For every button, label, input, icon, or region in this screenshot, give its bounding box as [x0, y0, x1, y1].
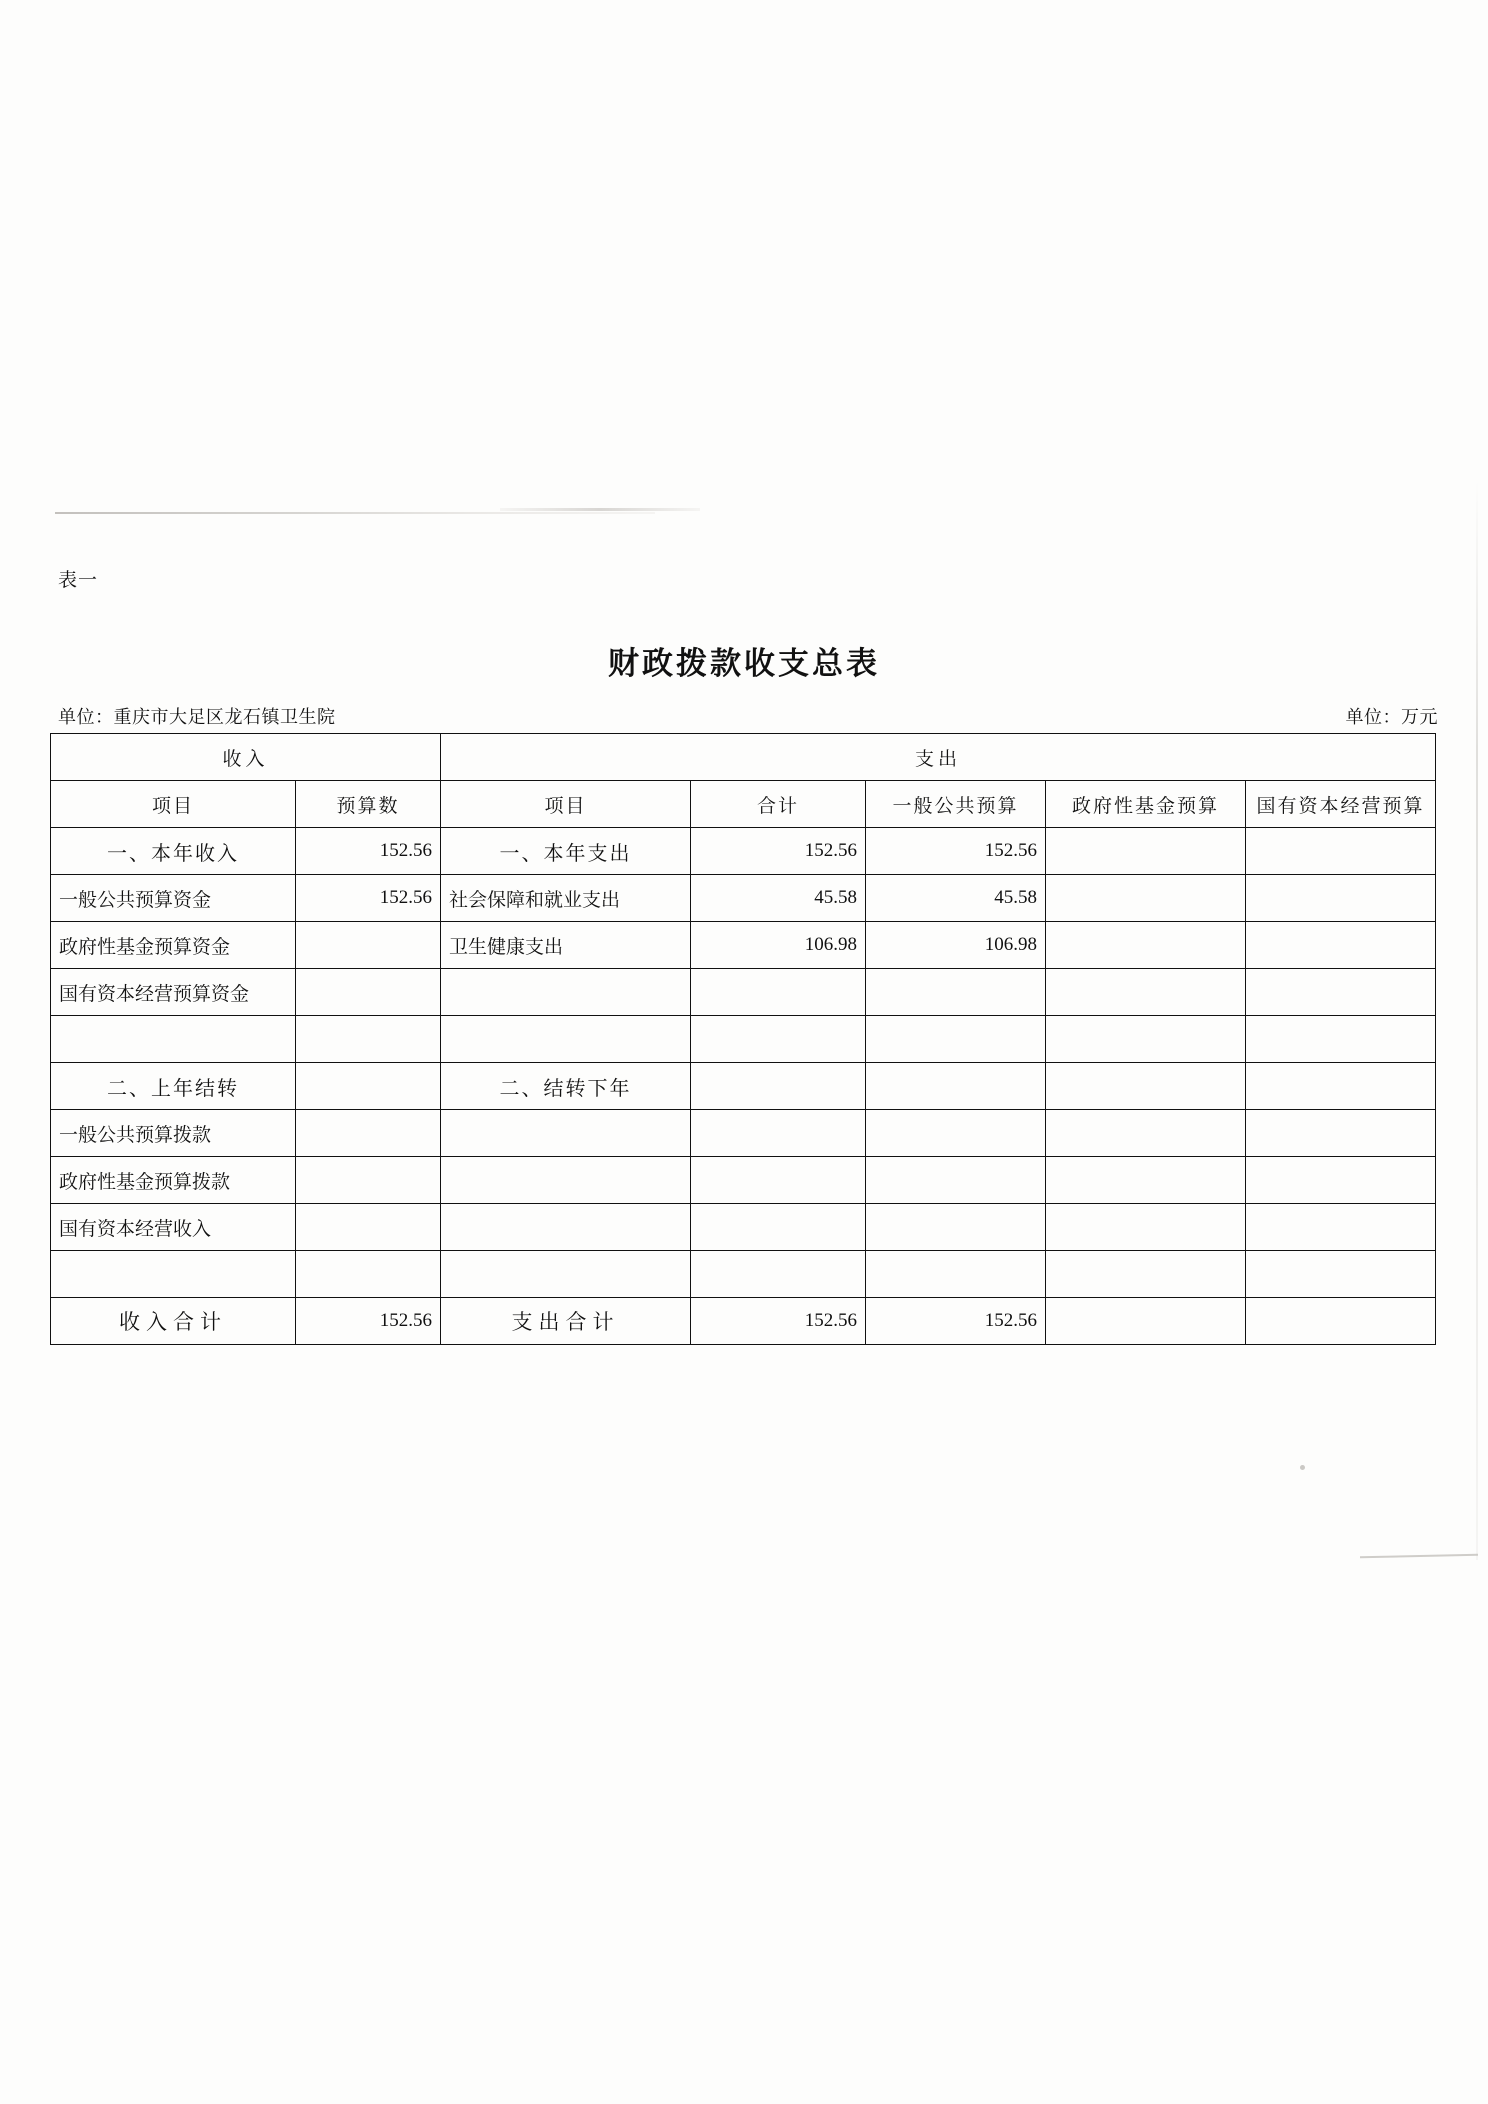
table-row [51, 1063, 1436, 1110]
cell-exp-label: 社会保障和就业支出 [441, 875, 691, 922]
cell-total-exp-label: 支出合计 [441, 1298, 691, 1345]
cell-exp-fund [1046, 1016, 1246, 1063]
cell-exp-total [691, 1063, 866, 1110]
cell-exp-capital [1246, 1157, 1436, 1204]
cell-exp-total: 106.98 [691, 922, 866, 969]
cell-total-exp-capital [1246, 1298, 1436, 1345]
cell-total-income-label: 收入合计 [51, 1298, 296, 1345]
cell-exp-label: 卫生健康支出 [441, 922, 691, 969]
cell-exp-capital [1246, 1063, 1436, 1110]
table-row [51, 1251, 1436, 1298]
cell-exp-fund [1046, 828, 1246, 875]
cell-income-value: 152.56 [296, 875, 441, 922]
cell-exp-fund [1046, 1251, 1246, 1298]
cell-exp-general [866, 1110, 1046, 1157]
cell-exp-fund [1046, 1110, 1246, 1157]
cell-income-label [51, 1251, 296, 1298]
column-header-exp-gov-fund: 政府性基金预算 [1046, 781, 1246, 828]
table-column-header-row [51, 781, 1436, 828]
cell-exp-label [441, 969, 691, 1016]
column-header-exp-state-capital: 国有资本经营预算 [1246, 781, 1436, 828]
cell-exp-total [691, 1251, 866, 1298]
table-row [51, 828, 1436, 875]
column-header-exp-general-public: 一般公共预算 [866, 781, 1046, 828]
table-row [51, 1110, 1436, 1157]
cell-income-label: 一般公共预算资金 [51, 875, 296, 922]
unit-name: 单位：重庆市大足区龙石镇卫生院 [58, 707, 336, 727]
cell-exp-general [866, 1063, 1046, 1110]
cell-income-value [296, 969, 441, 1016]
cell-exp-label [441, 1110, 691, 1157]
cell-exp-capital [1246, 1110, 1436, 1157]
cell-total-exp-fund [1046, 1298, 1246, 1345]
cell-total-income-value: 152.56 [296, 1298, 441, 1345]
cell-income-value [296, 1157, 441, 1204]
cell-income-label: 二、上年结转 [51, 1063, 296, 1110]
table-label: 表一 [58, 570, 99, 591]
cell-exp-general: 152.56 [866, 828, 1046, 875]
column-header-exp-item: 项目 [441, 781, 691, 828]
cell-income-label: 国有资本经营收入 [51, 1204, 296, 1251]
cell-exp-label [441, 1251, 691, 1298]
cell-exp-fund [1046, 1157, 1246, 1204]
cell-total-exp-general: 152.56 [866, 1298, 1046, 1345]
group-header-expenditure: 支出 [441, 734, 1436, 781]
scan-artifact-line [55, 512, 655, 514]
cell-exp-capital [1246, 922, 1436, 969]
cell-exp-label: 一、本年支出 [441, 828, 691, 875]
cell-exp-fund [1046, 922, 1246, 969]
cell-exp-total [691, 1110, 866, 1157]
cell-exp-total [691, 1204, 866, 1251]
table-row [51, 922, 1436, 969]
column-header-exp-total: 合计 [691, 781, 866, 828]
table-row [51, 969, 1436, 1016]
cell-income-label: 一、本年收入 [51, 828, 296, 875]
cell-income-label: 国有资本经营预算资金 [51, 969, 296, 1016]
cell-exp-total [691, 1157, 866, 1204]
cell-exp-general [866, 969, 1046, 1016]
cell-income-label: 一般公共预算拨款 [51, 1110, 296, 1157]
table-total-row [51, 1298, 1436, 1345]
cell-exp-fund [1046, 875, 1246, 922]
cell-exp-general [866, 1204, 1046, 1251]
cell-exp-capital [1246, 1204, 1436, 1251]
cell-exp-total: 45.58 [691, 875, 866, 922]
cell-exp-capital [1246, 1251, 1436, 1298]
column-header-income-budget: 预算数 [296, 781, 441, 828]
cell-income-value: 152.56 [296, 828, 441, 875]
table-row [51, 1157, 1436, 1204]
cell-exp-capital [1246, 828, 1436, 875]
cell-exp-general [866, 1157, 1046, 1204]
group-header-income: 收入 [51, 734, 441, 781]
cell-exp-total [691, 1016, 866, 1063]
cell-income-label: 政府性基金预算拨款 [51, 1157, 296, 1204]
budget-table [50, 733, 1436, 1345]
cell-exp-label [441, 1016, 691, 1063]
column-header-income-item: 项目 [51, 781, 296, 828]
cell-income-value [296, 1204, 441, 1251]
cell-exp-total: 152.56 [691, 828, 866, 875]
cell-exp-capital [1246, 1016, 1436, 1063]
cell-exp-fund [1046, 1204, 1246, 1251]
cell-income-value [296, 1016, 441, 1063]
cell-income-value [296, 922, 441, 969]
table-row [51, 875, 1436, 922]
cell-exp-general [866, 1016, 1046, 1063]
cell-income-value [296, 1251, 441, 1298]
cell-exp-total [691, 969, 866, 1016]
cell-income-label: 政府性基金预算资金 [51, 922, 296, 969]
table-group-header-row [51, 734, 1436, 781]
cell-exp-label [441, 1204, 691, 1251]
cell-income-label [51, 1016, 296, 1063]
cell-income-value [296, 1110, 441, 1157]
scan-artifact-line-bottom [1360, 1554, 1478, 1558]
cell-exp-label: 二、结转下年 [441, 1063, 691, 1110]
page-title: 财政拨款收支总表 [608, 646, 880, 681]
cell-exp-general [866, 1251, 1046, 1298]
cell-exp-general: 45.58 [866, 875, 1046, 922]
cell-exp-capital [1246, 875, 1436, 922]
cell-exp-fund [1046, 969, 1246, 1016]
table-row [51, 1016, 1436, 1063]
scan-artifact-line-secondary [500, 508, 700, 511]
cell-exp-capital [1246, 969, 1436, 1016]
cell-income-value [296, 1063, 441, 1110]
scan-artifact-dot [1300, 1465, 1305, 1470]
cell-exp-label [441, 1157, 691, 1204]
cell-exp-fund [1046, 1063, 1246, 1110]
cell-total-exp-total: 152.56 [691, 1298, 866, 1345]
unit-measure: 单位：万元 [1345, 707, 1438, 727]
table-row [51, 1204, 1436, 1251]
cell-exp-general: 106.98 [866, 922, 1046, 969]
